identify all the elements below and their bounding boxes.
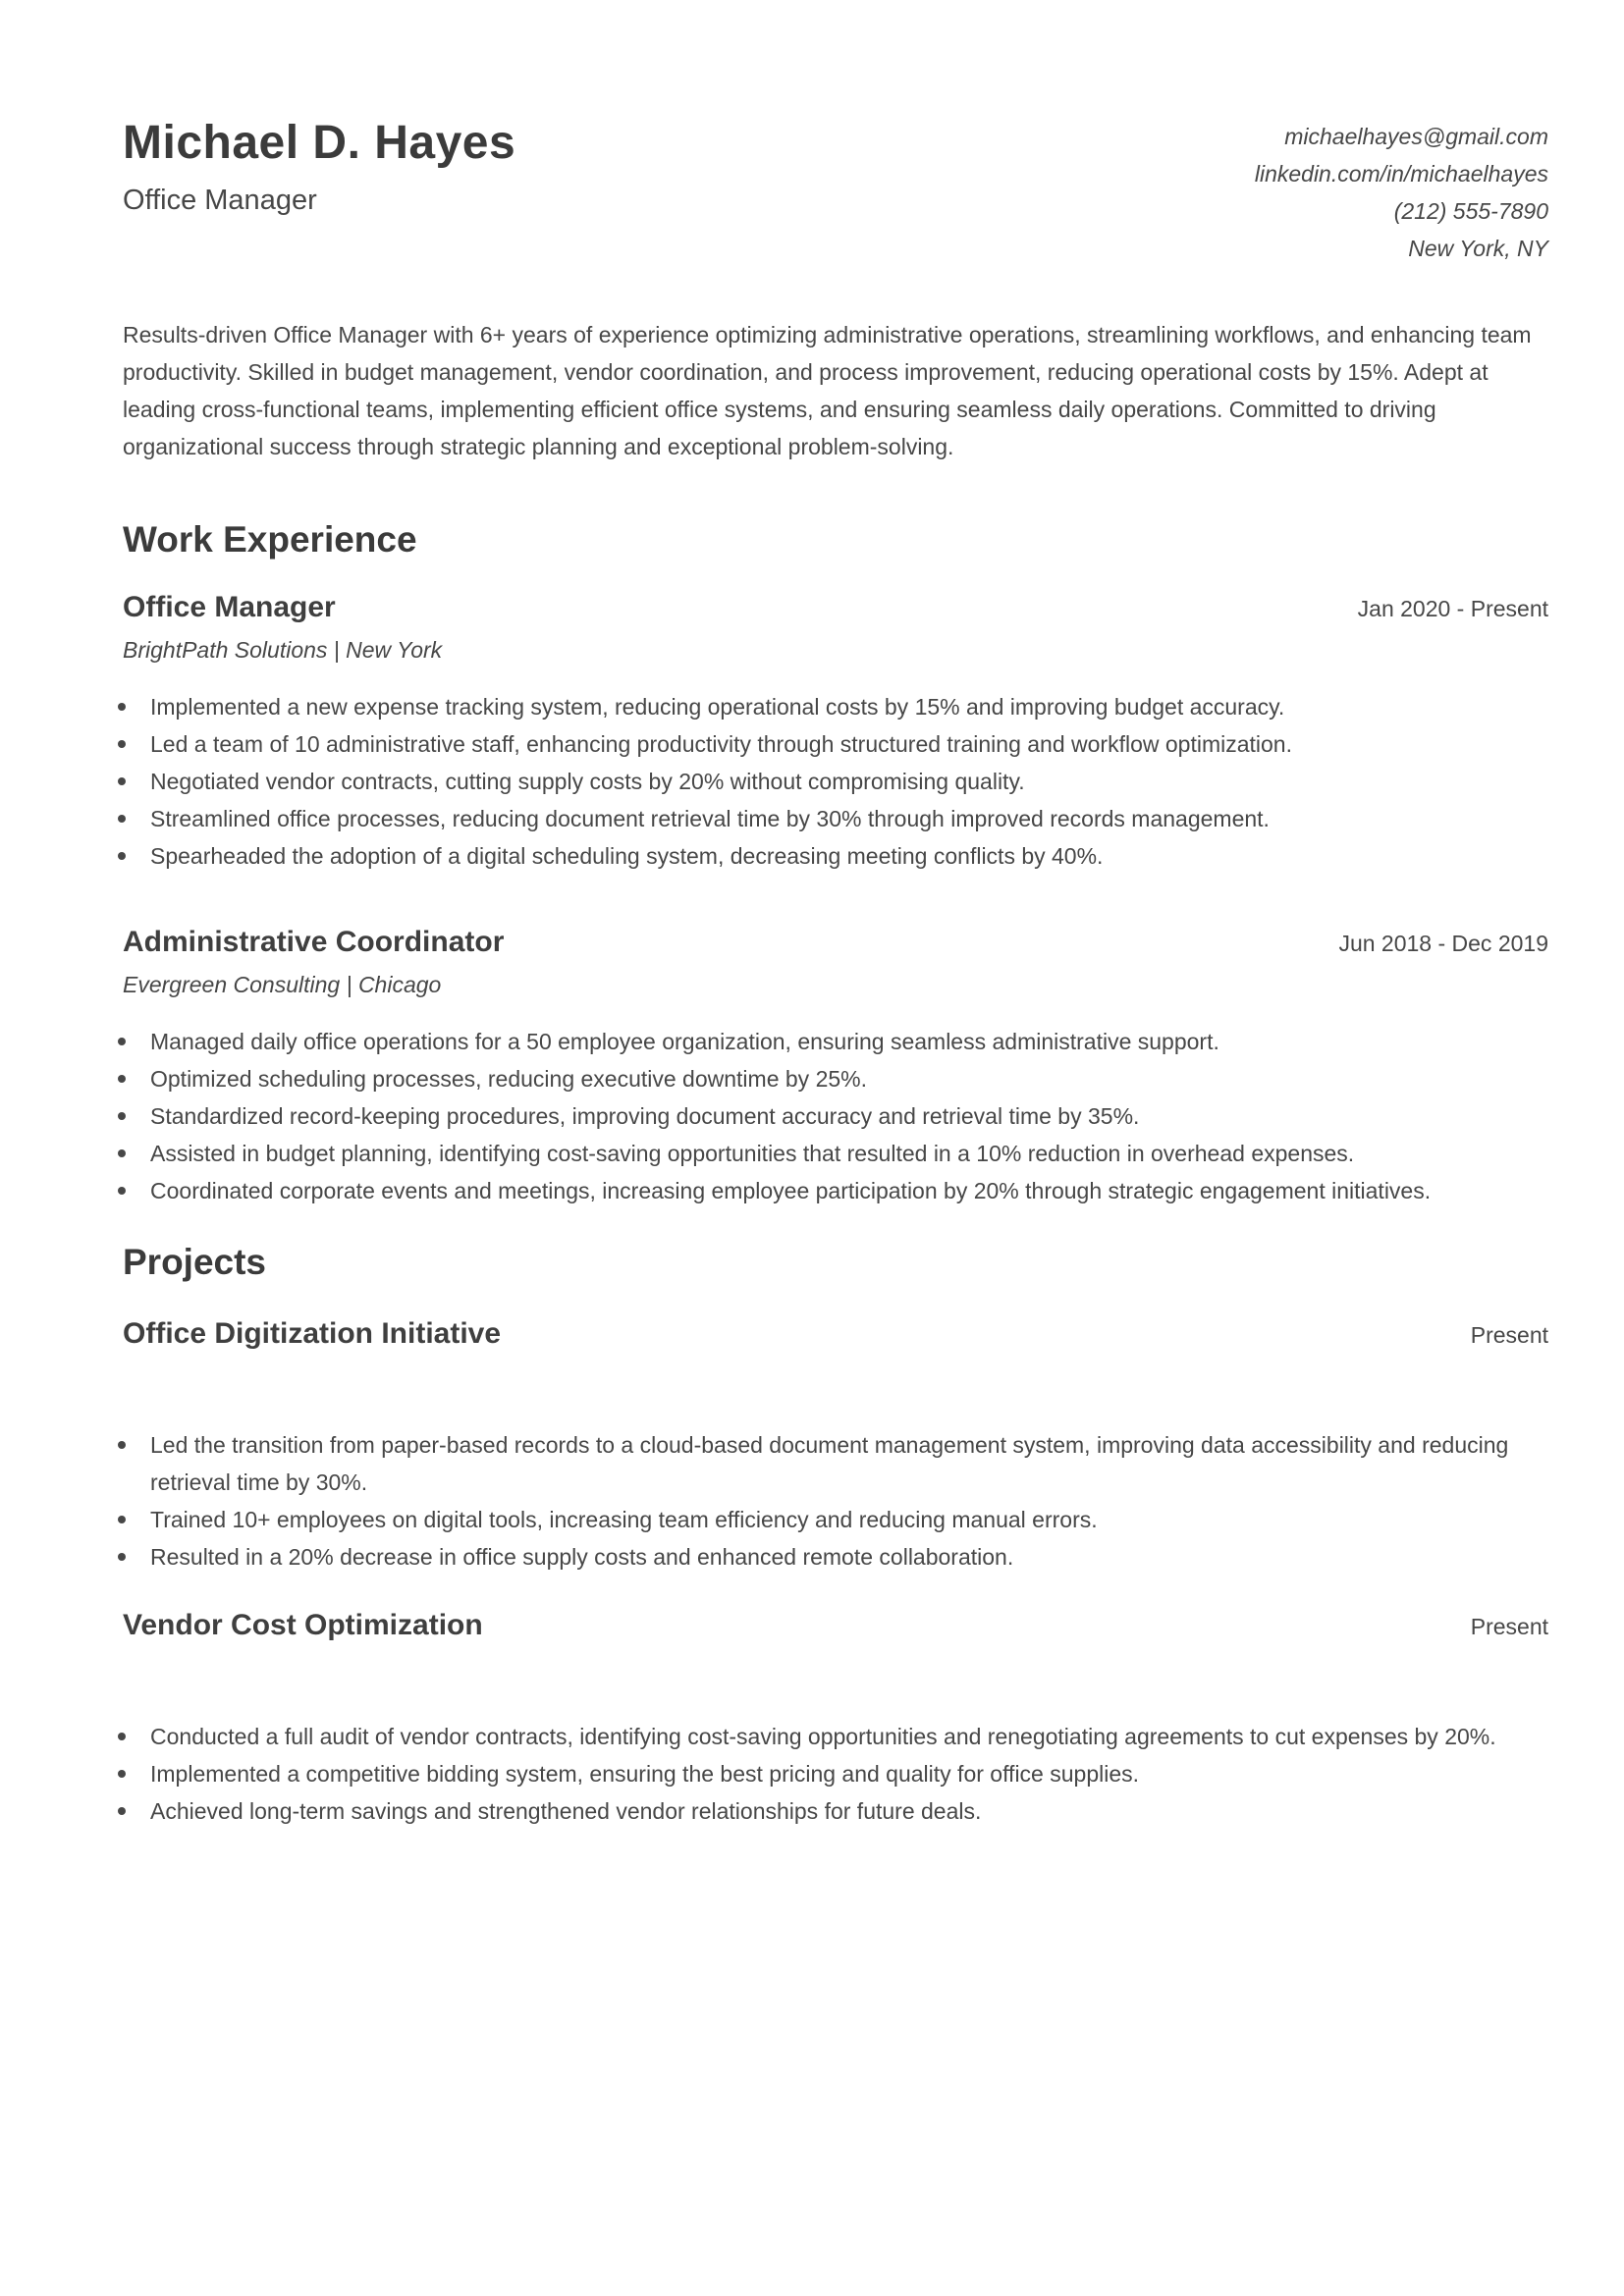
bullet-item: [123, 725, 1548, 763]
identity-block: [123, 116, 515, 218]
project-title: Office Digitization Initiative: [123, 1317, 502, 1350]
projects-section: [123, 1241, 1548, 1830]
job-entry-head: [123, 589, 1548, 627]
bullet-text: Managed daily office operations for a 50 employee organization, ensuring seamless administrative support.: [150, 1029, 1219, 1054]
job-title: Administrative Coordinator: [123, 926, 505, 958]
bullet-item: [123, 1501, 1548, 1538]
contact-location: New York, NY: [1408, 236, 1548, 261]
bullet-dot: [118, 1149, 126, 1157]
bullet-item: [123, 1792, 1548, 1830]
bullet-dot: [118, 1441, 126, 1449]
contact-phone: (212) 555-7890: [1393, 198, 1548, 224]
project-entry-head: [123, 1315, 1548, 1354]
bullet-text: Led a team of 10 administrative staff, enhancing productivity through structured training and workflow optimization.: [150, 731, 1292, 757]
contact-block: [1255, 116, 1548, 267]
bullet-item: [123, 1755, 1548, 1792]
job-entry-head: [123, 924, 1548, 962]
bullet-item: [123, 1172, 1548, 1209]
bullet-item: [123, 1718, 1548, 1755]
bullet-text: Streamlined office processes, reducing document retrieval time by 30% through improved records management.: [150, 806, 1270, 831]
bullet-dot: [118, 1516, 126, 1523]
job-title: Office Manager: [123, 591, 336, 623]
bullet-item: [123, 1538, 1548, 1575]
job-dates: Jun 2018 - Dec 2019: [1338, 931, 1548, 956]
bullet-dot: [118, 703, 126, 711]
project-entry-head: [123, 1607, 1548, 1645]
job-dates: Jan 2020 - Present: [1357, 596, 1548, 621]
bullet-item: [123, 1023, 1548, 1060]
bullet-dot: [118, 1038, 126, 1045]
project-dates: Present: [1470, 1614, 1548, 1639]
bullet-item: [123, 1060, 1548, 1097]
professional-summary: Results-driven Office Manager with 6+ years of experience optimizing administrative operations, streamlining workflows, and enhancing team productivity. Skilled in budget management, vendor coordination, and process improvement, reducing operational costs by 15%. Adept at leading cross-functional teams, implementing efficient office systems, and ensuring seamless daily operations. Committed to driving organizational success through strategic planning and exceptional problem-solving.: [123, 322, 1532, 459]
project-title: Vendor Cost Optimization: [123, 1609, 483, 1641]
bullet-item: [123, 688, 1548, 725]
bullet-dot: [118, 1112, 126, 1120]
bullet-text: Implemented a competitive bidding system, ensuring the best pricing and quality for office supplies.: [150, 1761, 1140, 1787]
bullet-text: Standardized record-keeping procedures, improving document accuracy and retrieval time by 35%.: [150, 1103, 1140, 1129]
bullet-item: [123, 800, 1548, 837]
bullet-dot: [118, 740, 126, 748]
bullet-text: Implemented a new expense tracking system, reducing operational costs by 15% and improving budget accuracy.: [150, 694, 1285, 720]
job-entry: [123, 924, 1548, 1209]
project-bullet-list: [123, 1426, 1548, 1575]
bullet-dot: [118, 1075, 126, 1083]
bullet-dot: [118, 852, 126, 860]
project-entry: [123, 1607, 1548, 1830]
bullet-text: Conducted a full audit of vendor contracts, identifying cost-saving opportunities and renegotiating agreements to cut expenses by 20%.: [150, 1724, 1496, 1749]
bullet-item: [123, 1426, 1548, 1501]
project-bullet-list: [123, 1718, 1548, 1830]
person-role: Office Manager: [123, 185, 317, 216]
bullet-text: Resulted in a 20% decrease in office supply costs and enhanced remote collaboration.: [150, 1544, 1014, 1570]
bullet-text: Achieved long-term savings and strengthened vendor relationships for future deals.: [150, 1798, 982, 1824]
contact-email: michaelhayes@gmail.com: [1284, 124, 1548, 149]
bullet-dot: [118, 1187, 126, 1195]
job-bullet-list: [123, 688, 1548, 875]
bullet-dot: [118, 1807, 126, 1815]
bullet-text: Coordinated corporate events and meetings, increasing employee participation by 20% through strategic engagement initiatives.: [150, 1178, 1432, 1203]
bullet-dot: [118, 1770, 126, 1778]
work-experience-heading: Work Experience: [123, 519, 417, 560]
bullet-item: [123, 1097, 1548, 1135]
projects-heading: Projects: [123, 1242, 267, 1282]
work-experience-section: [123, 518, 1548, 1209]
contact-linkedin: linkedin.com/in/michaelhayes: [1254, 161, 1548, 187]
job-bullet-list: [123, 1023, 1548, 1209]
bullet-item: [123, 837, 1548, 875]
bullet-dot: [118, 777, 126, 785]
bullet-text: Assisted in budget planning, identifying cost-saving opportunities that resulted in a 10% reduction in overhead expenses.: [150, 1141, 1355, 1166]
bullet-dot: [118, 815, 126, 823]
project-entry: [123, 1315, 1548, 1575]
bullet-text: Led the transition from paper-based records to a cloud-based document management system, improving data accessibility and reducing retrieval time by 30%.: [150, 1432, 1509, 1495]
bullet-dot: [118, 1733, 126, 1740]
project-dates: Present: [1470, 1322, 1548, 1348]
bullet-item: [123, 763, 1548, 800]
bullet-text: Optimized scheduling processes, reducing executive downtime by 25%.: [150, 1066, 867, 1092]
person-name: Michael D. Hayes: [123, 117, 516, 169]
bullet-text: Negotiated vendor contracts, cutting supply costs by 20% without compromising quality.: [150, 769, 1025, 794]
bullet-item: [123, 1135, 1548, 1172]
job-company: BrightPath Solutions | New York: [123, 637, 443, 663]
job-company: Evergreen Consulting | Chicago: [123, 972, 442, 997]
job-entry: [123, 589, 1548, 875]
resume-header: [123, 116, 1548, 267]
bullet-dot: [118, 1553, 126, 1561]
bullet-text: Trained 10+ employees on digital tools, increasing team efficiency and reducing manual errors.: [150, 1507, 1098, 1532]
bullet-text: Spearheaded the adoption of a digital scheduling system, decreasing meeting conflicts by 40%.: [150, 843, 1104, 869]
